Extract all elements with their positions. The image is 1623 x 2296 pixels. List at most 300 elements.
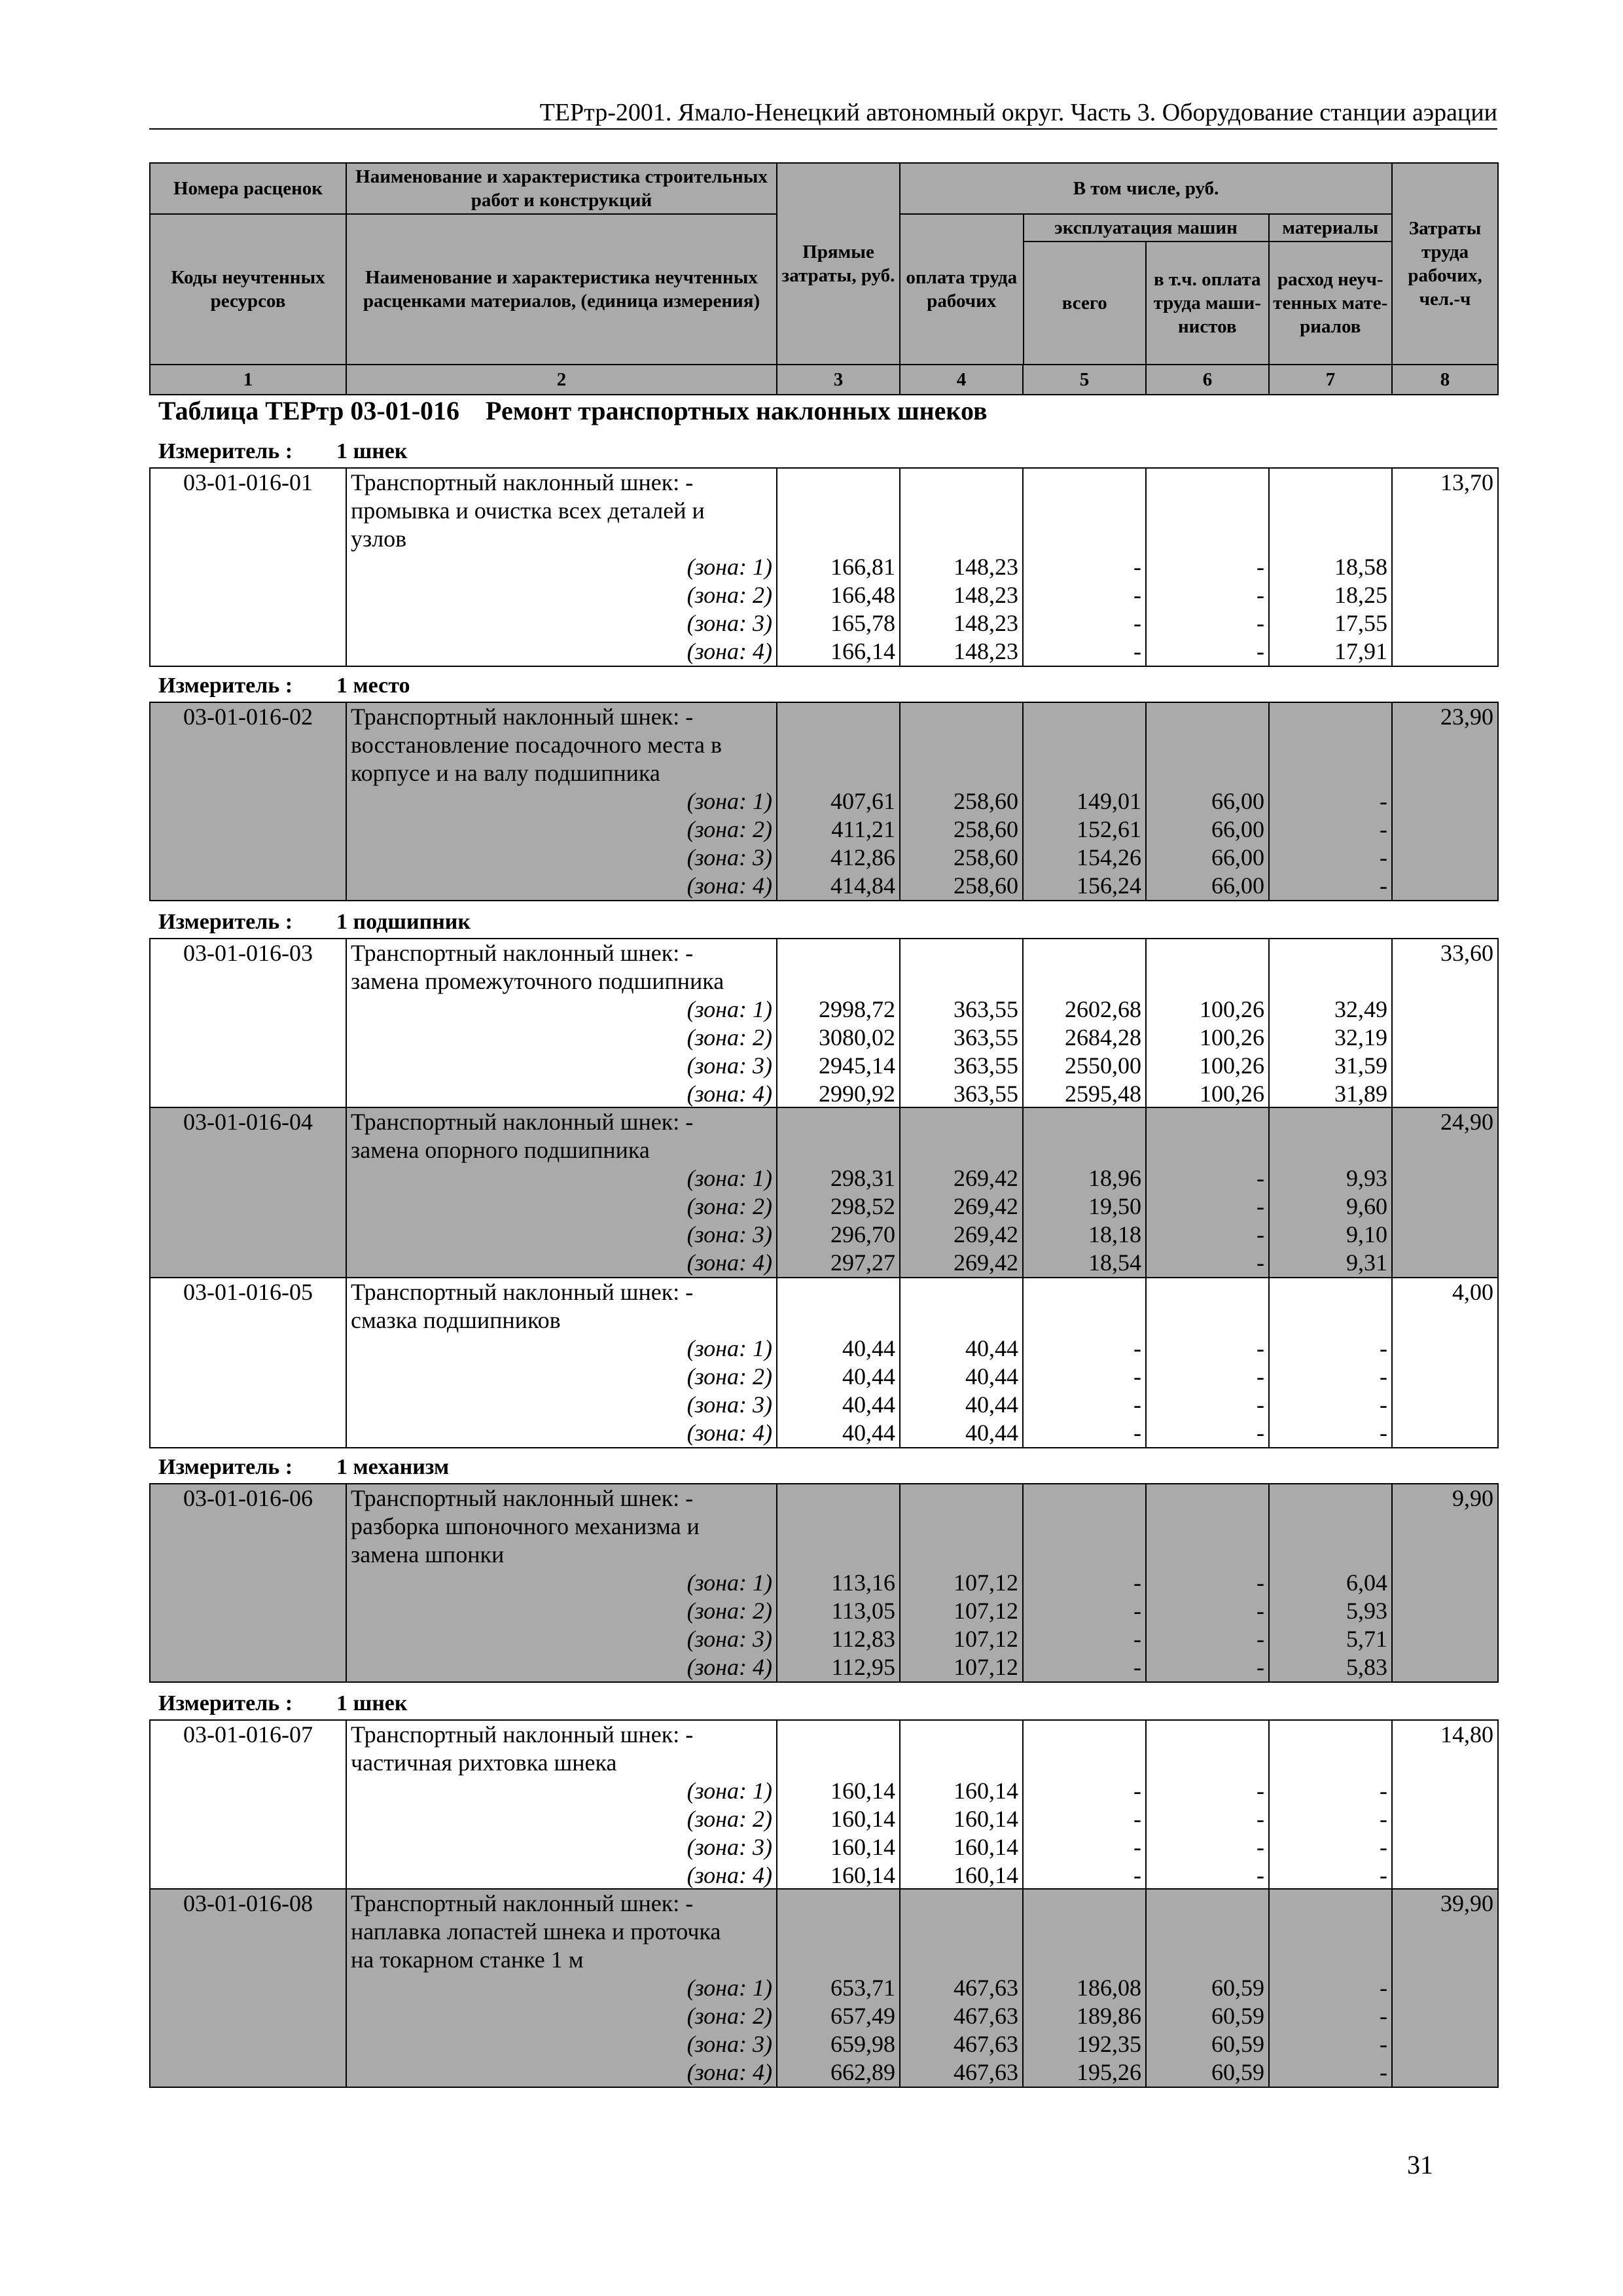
zone-label: (зона: 2): [346, 1597, 777, 1625]
direct-cost: 411,21: [777, 816, 900, 844]
rate-description-line: узлов: [346, 525, 777, 553]
empty-cell: [150, 1080, 346, 1109]
machinist-pay: 60,59: [1146, 2030, 1269, 2058]
page-number: 31: [1407, 2150, 1433, 2179]
empty-cell: [150, 787, 346, 816]
empty-cell: [777, 1946, 900, 1974]
empty-cell: [1392, 731, 1498, 759]
empty-cell: [1146, 1720, 1269, 1749]
machinist-pay: 60,59: [1146, 2002, 1269, 2030]
machines-total: -: [1023, 637, 1146, 666]
empty-cell: [777, 1918, 900, 1946]
empty-cell: [150, 1164, 346, 1193]
empty-cell: [900, 731, 1023, 759]
zone-label: (зона: 2): [346, 581, 777, 609]
empty-cell: [1269, 939, 1392, 967]
empty-cell: [150, 967, 346, 996]
empty-cell: [777, 1306, 900, 1335]
measure-line: [158, 673, 410, 699]
empty-cell: [1146, 1484, 1269, 1513]
machinist-pay: -: [1146, 609, 1269, 637]
measure-label: Измеритель :: [158, 910, 293, 934]
zone-label: (зона: 3): [346, 2030, 777, 2058]
machinist-pay: -: [1146, 1569, 1269, 1597]
empty-cell: [1023, 1749, 1146, 1777]
empty-cell: [1269, 731, 1392, 759]
machines-total: 18,96: [1023, 1164, 1146, 1193]
empty-cell: [900, 939, 1023, 967]
materials-cost: -: [1269, 1335, 1392, 1363]
empty-cell: [1146, 1513, 1269, 1541]
rate-description-line: корпусе и на валу подшипника: [346, 759, 777, 787]
worker-pay: 148,23: [900, 553, 1023, 581]
empty-cell: [1392, 1024, 1498, 1052]
empty-cell: [150, 581, 346, 609]
empty-cell: [1269, 1136, 1392, 1164]
labor-cost: 33,60: [1392, 939, 1498, 967]
empty-cell: [1146, 967, 1269, 996]
empty-cell: [150, 553, 346, 581]
col6-header: в т.ч. оплата труда маши-нистов: [1146, 242, 1269, 364]
empty-cell: [1023, 731, 1146, 759]
zone-label: (зона: 1): [346, 996, 777, 1024]
direct-cost: 166,81: [777, 553, 900, 581]
empty-cell: [1392, 1419, 1498, 1448]
rate-description-line: замена промежуточного подшипника: [346, 967, 777, 996]
empty-cell: [1392, 1625, 1498, 1653]
empty-cell: [1392, 1164, 1498, 1193]
worker-pay: 148,23: [900, 637, 1023, 666]
machines-total: 2595,48: [1023, 1080, 1146, 1109]
machinist-pay: 60,59: [1146, 1974, 1269, 2002]
empty-cell: [900, 967, 1023, 996]
materials-cost: -: [1269, 1391, 1392, 1419]
worker-pay: 269,42: [900, 1193, 1023, 1221]
empty-cell: [1269, 1918, 1392, 1946]
empty-cell: [900, 1541, 1023, 1569]
empty-cell: [1392, 1861, 1498, 1890]
zone-label: (зона: 3): [346, 1221, 777, 1249]
empty-cell: [150, 1974, 346, 2002]
machines-total: 2550,00: [1023, 1052, 1146, 1080]
labor-cost: 13,70: [1392, 468, 1498, 497]
rate-description-line: на токарном станке 1 м: [346, 1946, 777, 1974]
empty-cell: [1392, 1513, 1498, 1541]
direct-cost: 166,14: [777, 637, 900, 666]
zone-label: (зона: 4): [346, 1080, 777, 1109]
machinist-pay: 100,26: [1146, 1052, 1269, 1080]
zone-label: (зона: 1): [346, 1777, 777, 1805]
machines-total: 19,50: [1023, 1193, 1146, 1221]
empty-cell: [1392, 1653, 1498, 1682]
machinist-pay: -: [1146, 1597, 1269, 1625]
empty-cell: [900, 1513, 1023, 1541]
machines-total: -: [1023, 1597, 1146, 1625]
empty-cell: [150, 1024, 346, 1052]
group-machines-header: эксплуатация машин: [1024, 215, 1269, 242]
direct-cost: 414,84: [777, 872, 900, 901]
materials-cost: 5,93: [1269, 1597, 1392, 1625]
zone-label: (зона: 3): [346, 1052, 777, 1080]
empty-cell: [1146, 1107, 1269, 1136]
rate-description-line: Транспортный наклонный шнек: -: [346, 702, 777, 731]
empty-cell: [900, 1720, 1023, 1749]
direct-cost: 298,52: [777, 1193, 900, 1221]
zone-label: (зона: 1): [346, 1569, 777, 1597]
empty-cell: [1269, 1484, 1392, 1513]
empty-cell: [1023, 1136, 1146, 1164]
zone-label: (зона: 2): [346, 1805, 777, 1833]
machines-total: -: [1023, 1861, 1146, 1890]
zone-label: (зона: 2): [346, 1363, 777, 1391]
direct-cost: 659,98: [777, 2030, 900, 2058]
machines-total: -: [1023, 553, 1146, 581]
rate-description-line: смазка подшипников: [346, 1306, 777, 1335]
empty-cell: [1269, 468, 1392, 497]
empty-cell: [1269, 1749, 1392, 1777]
rate-code: 03-01-016-08: [150, 1889, 346, 1918]
empty-cell: [1023, 468, 1146, 497]
materials-cost: 17,91: [1269, 637, 1392, 666]
empty-cell: [1392, 844, 1498, 872]
rate-description-line: разборка шпоночного механизма и: [346, 1513, 777, 1541]
empty-cell: [1146, 1278, 1269, 1306]
direct-cost: 160,14: [777, 1805, 900, 1833]
header-rule: [149, 128, 1497, 130]
machinist-pay: -: [1146, 1221, 1269, 1249]
empty-cell: [777, 731, 900, 759]
machinist-pay: -: [1146, 1391, 1269, 1419]
direct-cost: 2990,92: [777, 1080, 900, 1109]
direct-cost: 2998,72: [777, 996, 900, 1024]
empty-cell: [150, 1653, 346, 1682]
empty-cell: [900, 1306, 1023, 1335]
empty-cell: [900, 702, 1023, 731]
empty-cell: [150, 1419, 346, 1448]
machines-total: 2684,28: [1023, 1024, 1146, 1052]
empty-cell: [1146, 1541, 1269, 1569]
direct-cost: 298,31: [777, 1164, 900, 1193]
materials-cost: -: [1269, 1833, 1392, 1861]
empty-cell: [1269, 1278, 1392, 1306]
worker-pay: 107,12: [900, 1597, 1023, 1625]
zone-label: (зона: 3): [346, 844, 777, 872]
machines-total: 152,61: [1023, 816, 1146, 844]
worker-pay: 160,14: [900, 1833, 1023, 1861]
worker-pay: 160,14: [900, 1805, 1023, 1833]
materials-cost: -: [1269, 2030, 1392, 2058]
empty-cell: [150, 1625, 346, 1653]
materials-cost: -: [1269, 1805, 1392, 1833]
empty-cell: [1392, 2002, 1498, 2030]
group-incl-header: В том числе, руб.: [900, 163, 1392, 214]
worker-pay: 148,23: [900, 581, 1023, 609]
materials-cost: -: [1269, 1861, 1392, 1890]
machinist-pay: -: [1146, 1653, 1269, 1682]
empty-cell: [900, 1107, 1023, 1136]
materials-cost: -: [1269, 1363, 1392, 1391]
subheader-cell: [900, 214, 1392, 365]
materials-cost: -: [1269, 844, 1392, 872]
empty-cell: [777, 1749, 900, 1777]
materials-cost: 9,93: [1269, 1164, 1392, 1193]
subheader-table: [901, 215, 1391, 364]
materials-cost: 31,89: [1269, 1080, 1392, 1109]
empty-cell: [150, 1363, 346, 1391]
empty-cell: [777, 1720, 900, 1749]
machinist-pay: -: [1146, 1833, 1269, 1861]
empty-cell: [1392, 1946, 1498, 1974]
machinist-pay: -: [1146, 1249, 1269, 1278]
empty-cell: [1392, 581, 1498, 609]
empty-cell: [1146, 1918, 1269, 1946]
machinist-pay: -: [1146, 553, 1269, 581]
labor-cost: 23,90: [1392, 702, 1498, 731]
machinist-pay: -: [1146, 637, 1269, 666]
empty-cell: [150, 1306, 346, 1335]
empty-cell: [1146, 497, 1269, 525]
machinist-pay: -: [1146, 1419, 1269, 1448]
rate-block: [149, 702, 1499, 901]
direct-cost: 3080,02: [777, 1024, 900, 1052]
col1-bottom-header: Коды неучтенных ресурсов: [150, 214, 346, 365]
empty-cell: [1392, 1569, 1498, 1597]
worker-pay: 107,12: [900, 1625, 1023, 1653]
empty-cell: [1269, 1107, 1392, 1136]
empty-cell: [1146, 1946, 1269, 1974]
measure-unit: 1 шнек: [336, 1691, 408, 1715]
empty-cell: [150, 1946, 346, 1974]
worker-pay: 363,55: [900, 1052, 1023, 1080]
rate-block: [149, 1483, 1499, 1683]
worker-pay: 107,12: [900, 1653, 1023, 1682]
empty-cell: [1392, 816, 1498, 844]
machines-total: 2602,68: [1023, 996, 1146, 1024]
empty-cell: [1392, 1777, 1498, 1805]
empty-cell: [150, 1136, 346, 1164]
empty-cell: [777, 1541, 900, 1569]
measure-line: [158, 1691, 407, 1717]
rate-description-line: восстановление посадочного места в: [346, 731, 777, 759]
direct-cost: 296,70: [777, 1221, 900, 1249]
worker-pay: 40,44: [900, 1363, 1023, 1391]
empty-cell: [1269, 967, 1392, 996]
empty-cell: [150, 816, 346, 844]
rate-code: 03-01-016-03: [150, 939, 346, 967]
empty-cell: [777, 468, 900, 497]
empty-cell: [150, 996, 346, 1024]
empty-cell: [150, 2030, 346, 2058]
machinist-pay: -: [1146, 1861, 1269, 1890]
direct-cost: 40,44: [777, 1335, 900, 1363]
machinist-pay: -: [1146, 581, 1269, 609]
empty-cell: [1146, 525, 1269, 553]
zone-label: (зона: 4): [346, 1419, 777, 1448]
machines-total: 195,26: [1023, 2058, 1146, 2087]
empty-cell: [900, 1136, 1023, 1164]
zone-label: (зона: 4): [346, 872, 777, 901]
empty-cell: [1023, 497, 1146, 525]
empty-cell: [1146, 1306, 1269, 1335]
worker-pay: 107,12: [900, 1569, 1023, 1597]
empty-cell: [150, 497, 346, 525]
machinist-pay: 100,26: [1146, 1080, 1269, 1109]
machinist-pay: -: [1146, 1363, 1269, 1391]
empty-cell: [1392, 759, 1498, 787]
empty-cell: [150, 1749, 346, 1777]
col8-header: Затраты труда рабочих, чел.-ч: [1392, 163, 1498, 365]
empty-cell: [1392, 1136, 1498, 1164]
empty-cell: [1392, 1597, 1498, 1625]
labor-cost: 4,00: [1392, 1278, 1498, 1306]
empty-cell: [1392, 1080, 1498, 1109]
direct-cost: 160,14: [777, 1861, 900, 1890]
empty-cell: [1023, 1889, 1146, 1918]
machines-total: 186,08: [1023, 1974, 1146, 2002]
empty-cell: [150, 525, 346, 553]
materials-cost: -: [1269, 816, 1392, 844]
col2-bottom-header: Наименование и характеристика неучтенных расценками материалов, (единица измерения): [346, 214, 777, 365]
empty-cell: [150, 872, 346, 901]
machinist-pay: -: [1146, 1335, 1269, 1363]
machinist-pay: -: [1146, 1625, 1269, 1653]
direct-cost: 297,27: [777, 1249, 900, 1278]
empty-cell: [1023, 967, 1146, 996]
worker-pay: 258,60: [900, 844, 1023, 872]
rate-description-line: Транспортный наклонный шнек: -: [346, 1484, 777, 1513]
rate-code: 03-01-016-04: [150, 1107, 346, 1136]
measure-line: [158, 909, 471, 935]
empty-cell: [150, 1391, 346, 1419]
measure-unit: 1 место: [336, 673, 410, 698]
rate-description-line: Транспортный наклонный шнек: -: [346, 1278, 777, 1306]
machines-total: 192,35: [1023, 2030, 1146, 2058]
empty-cell: [1146, 731, 1269, 759]
direct-cost: 113,05: [777, 1597, 900, 1625]
machinist-pay: 66,00: [1146, 872, 1269, 901]
zone-label: (зона: 1): [346, 1974, 777, 2002]
empty-cell: [1269, 1541, 1392, 1569]
rate-code: 03-01-016-07: [150, 1720, 346, 1749]
group-materials-header: материалы: [1269, 215, 1392, 242]
empty-cell: [1023, 1484, 1146, 1513]
col-number: 4: [900, 365, 1023, 395]
empty-cell: [900, 1918, 1023, 1946]
zone-label: (зона: 2): [346, 1193, 777, 1221]
col-number: 5: [1023, 365, 1146, 395]
col-number: 7: [1269, 365, 1392, 395]
worker-pay: 40,44: [900, 1335, 1023, 1363]
empty-cell: [1392, 967, 1498, 996]
column-header-table: [149, 162, 1499, 395]
materials-cost: 17,55: [1269, 609, 1392, 637]
worker-pay: 258,60: [900, 816, 1023, 844]
empty-cell: [900, 1946, 1023, 1974]
col2-top-header: Наименование и характеристика строительных работ и конструкций: [346, 163, 777, 214]
direct-cost: 113,16: [777, 1569, 900, 1597]
zone-label: (зона: 4): [346, 2058, 777, 2087]
empty-cell: [1392, 525, 1498, 553]
machines-total: 18,54: [1023, 1249, 1146, 1278]
worker-pay: 269,42: [900, 1164, 1023, 1193]
empty-cell: [1392, 1918, 1498, 1946]
empty-cell: [150, 1513, 346, 1541]
machines-total: -: [1023, 1653, 1146, 1682]
empty-cell: [1392, 553, 1498, 581]
empty-cell: [777, 525, 900, 553]
empty-cell: [150, 1861, 346, 1890]
empty-cell: [900, 1484, 1023, 1513]
rate-description-line: наплавка лопастей шнека и проточка: [346, 1918, 777, 1946]
materials-cost: -: [1269, 1974, 1392, 2002]
measure-label: Измеритель :: [158, 1455, 293, 1479]
materials-cost: 31,59: [1269, 1052, 1392, 1080]
zone-label: (зона: 3): [346, 1833, 777, 1861]
worker-pay: 160,14: [900, 1861, 1023, 1890]
worker-pay: 269,42: [900, 1221, 1023, 1249]
empty-cell: [1023, 525, 1146, 553]
empty-cell: [1023, 1306, 1146, 1335]
rate-description-line: замена шпонки: [346, 1541, 777, 1569]
empty-cell: [150, 1221, 346, 1249]
rate-description-line: частичная рихтовка шнека: [346, 1749, 777, 1777]
machinist-pay: -: [1146, 1164, 1269, 1193]
empty-cell: [1392, 1249, 1498, 1278]
empty-cell: [150, 844, 346, 872]
materials-cost: 32,49: [1269, 996, 1392, 1024]
machinist-pay: -: [1146, 1777, 1269, 1805]
empty-cell: [777, 967, 900, 996]
rate-code: 03-01-016-02: [150, 702, 346, 731]
col5-header: всего: [1024, 242, 1147, 364]
measure-unit: 1 подшипник: [336, 910, 471, 934]
machines-total: -: [1023, 581, 1146, 609]
empty-cell: [1146, 939, 1269, 967]
rate-block: [149, 1719, 1499, 1891]
machinist-pay: 66,00: [1146, 844, 1269, 872]
rate-description-line: Транспортный наклонный шнек: -: [346, 1720, 777, 1749]
empty-cell: [900, 1889, 1023, 1918]
worker-pay: 363,55: [900, 1024, 1023, 1052]
zone-label: (зона: 3): [346, 609, 777, 637]
machines-total: -: [1023, 609, 1146, 637]
empty-cell: [150, 1777, 346, 1805]
zone-label: (зона: 3): [346, 1391, 777, 1419]
materials-cost: 9,31: [1269, 1249, 1392, 1278]
measure-label: Измеритель :: [158, 439, 293, 463]
empty-cell: [1146, 1136, 1269, 1164]
col-number: 6: [1146, 365, 1269, 395]
empty-cell: [150, 1249, 346, 1278]
machines-total: -: [1023, 1569, 1146, 1597]
empty-cell: [777, 702, 900, 731]
zone-label: (зона: 4): [346, 1653, 777, 1682]
materials-cost: 18,25: [1269, 581, 1392, 609]
materials-cost: -: [1269, 2002, 1392, 2030]
measure-label: Измеритель :: [158, 673, 293, 698]
empty-cell: [1392, 2030, 1498, 2058]
empty-cell: [150, 1597, 346, 1625]
empty-cell: [150, 1193, 346, 1221]
empty-cell: [1392, 1363, 1498, 1391]
empty-cell: [1392, 1805, 1498, 1833]
empty-cell: [777, 1889, 900, 1918]
materials-cost: 9,10: [1269, 1221, 1392, 1249]
empty-cell: [1269, 759, 1392, 787]
machines-total: 156,24: [1023, 872, 1146, 901]
zone-label: (зона: 2): [346, 1024, 777, 1052]
empty-cell: [150, 731, 346, 759]
